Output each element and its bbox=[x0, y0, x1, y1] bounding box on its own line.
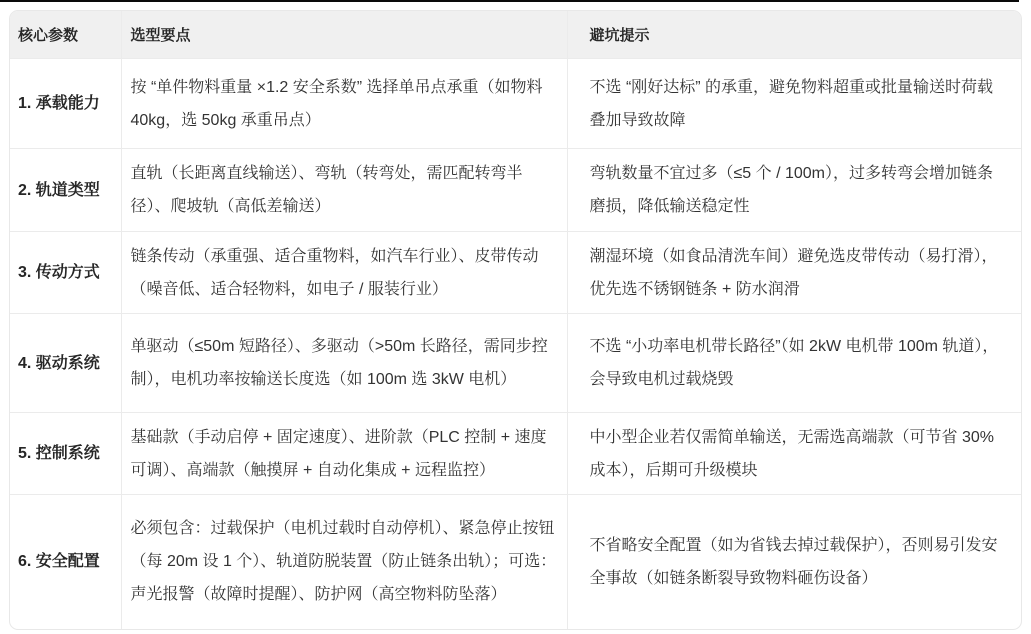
row-selection-points: 直轨（长距离直线输送）、弯轨（转弯处，需匹配转弯半径）、爬坡轨（高低差输送） bbox=[121, 149, 567, 232]
top-rule-divider bbox=[0, 0, 1019, 2]
row-pitfall-tips: 不省略安全配置（如为省钱去掉过载保护），否则易引发安全事故（如链条断裂导致物料砸伤设备） bbox=[567, 495, 1021, 629]
table-row-safety-config bbox=[10, 495, 1021, 629]
table-header bbox=[10, 11, 1021, 59]
row-param-label: 2. 轨道类型 bbox=[10, 149, 121, 232]
table-row-drive-mode bbox=[10, 232, 1021, 314]
row-pitfall-tips: 中小型企业若仅需简单输送，无需选高端款（可节省 30% 成本），后期可升级模块 bbox=[567, 413, 1021, 495]
row-param-label: 5. 控制系统 bbox=[10, 413, 121, 495]
row-selection-points: 基础款（手动启停 + 固定速度）、进阶款（PLC 控制 + 速度可调）、高端款（触摸屏 + 自动化集成 + 远程监控） bbox=[121, 413, 567, 495]
row-param-label: 3. 传动方式 bbox=[10, 232, 121, 314]
table-row-track-type bbox=[10, 149, 1021, 232]
row-param-label: 6. 安全配置 bbox=[10, 495, 121, 629]
row-selection-points: 单驱动（≤50m 短路径）、多驱动（>50m 长路径，需同步控制），电机功率按输送长度选（如 100m 选 3kW 电机） bbox=[121, 314, 567, 413]
parameters-table bbox=[10, 11, 1021, 629]
row-pitfall-tips: 弯轨数量不宜过多（≤5 个 / 100m），过多转弯会增加链条磨损，降低输送稳定性 bbox=[567, 149, 1021, 232]
row-param-label: 4. 驱动系统 bbox=[10, 314, 121, 413]
row-pitfall-tips: 不选 “小功率电机带长路径”（如 2kW 电机带 100m 轨道），会导致电机过载烧毁 bbox=[567, 314, 1021, 413]
selection-parameters-table bbox=[9, 10, 1022, 630]
header-core-parameter: 核心参数 bbox=[10, 11, 121, 59]
row-param-label: 1. 承载能力 bbox=[10, 59, 121, 149]
row-pitfall-tips: 不选 “刚好达标” 的承重，避免物料超重或批量输送时荷载叠加导致故障 bbox=[567, 59, 1021, 149]
table-row-drive-system bbox=[10, 314, 1021, 413]
table-body bbox=[10, 59, 1021, 629]
header-selection-points: 选型要点 bbox=[121, 11, 567, 59]
table-row-load-capacity bbox=[10, 59, 1021, 149]
row-pitfall-tips: 潮湿环境（如食品清洗车间）避免选皮带传动（易打滑），优先选不锈钢链条 + 防水润滑 bbox=[567, 232, 1021, 314]
header-pitfall-tips: 避坑提示 bbox=[567, 11, 1021, 59]
row-selection-points: 链条传动（承重强、适合重物料，如汽车行业）、皮带传动（噪音低、适合轻物料，如电子 / 服装行业） bbox=[121, 232, 567, 314]
row-selection-points: 按 “单件物料重量 ×1.2 安全系数” 选择单吊点承重（如物料 40kg，选 50kg 承重吊点） bbox=[121, 59, 567, 149]
table-row-control-system bbox=[10, 413, 1021, 495]
row-selection-points: 必须包含：过载保护（电机过载时自动停机）、紧急停止按钮（每 20m 设 1 个）、轨道防脱装置（防止链条出轨）；可选：声光报警（故障时提醒）、防护网（高空物料防坠落） bbox=[121, 495, 567, 629]
header-row bbox=[10, 11, 1021, 59]
